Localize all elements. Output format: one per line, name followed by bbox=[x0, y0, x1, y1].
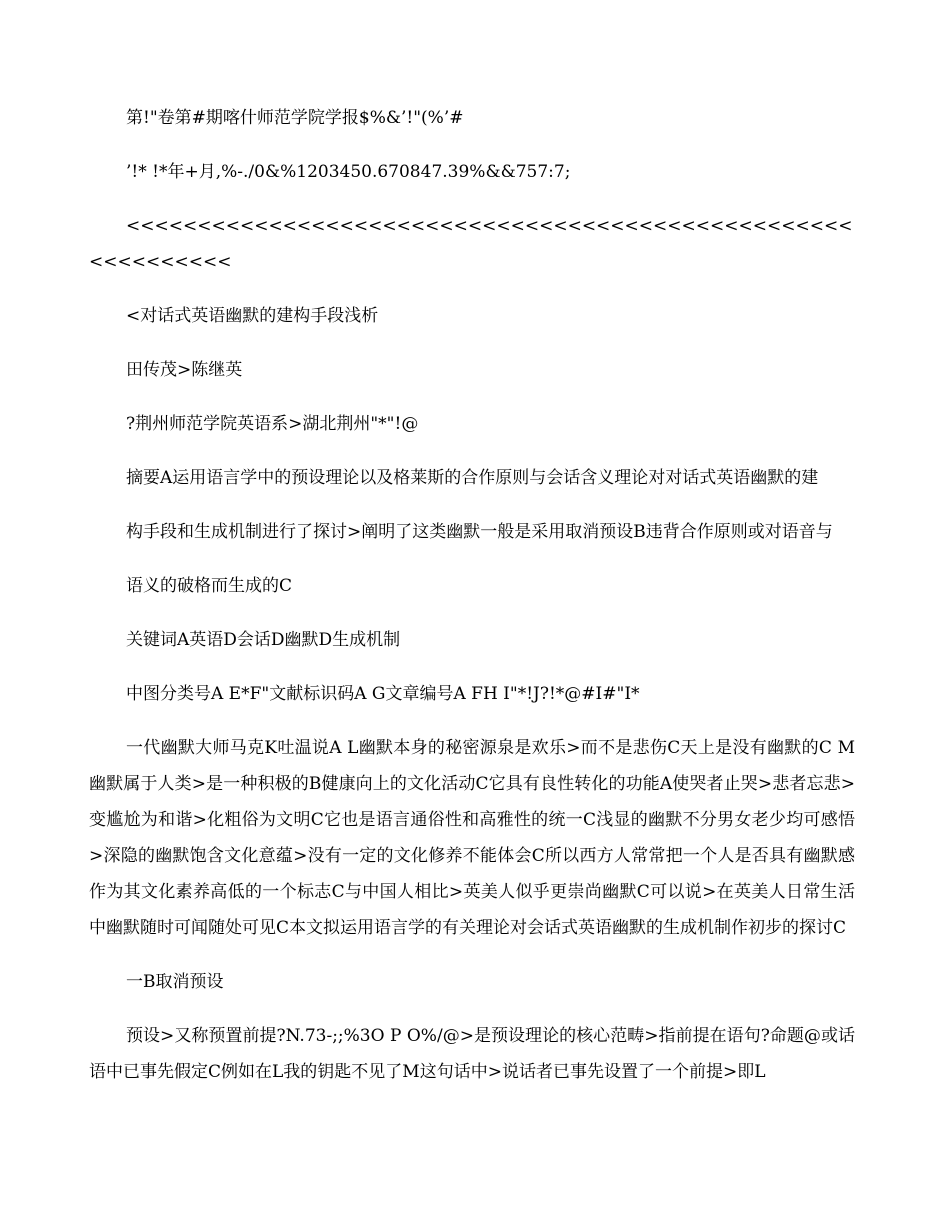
article-title: <对话式英语幽默的建构手段浅析 bbox=[126, 306, 379, 326]
section-paragraph: 预设>又称预置前提?N.73-;;%3O P O%/@>是预设理论的核心范畴>指前提在语句?命题@或话语中已事先假定C例如在L我的钥匙不见了M这句话中>说话者已事先设置了一个前提>即L bbox=[89, 1026, 855, 1082]
journal-header-line: 第!"卷第#期喀什师范学院学报$%&’!"(%’# bbox=[126, 108, 464, 128]
section-heading: 一B取消预设 bbox=[126, 972, 224, 992]
separator-line: <<<<<<<<<<<<<<<<<<<<<<<<<<<<<<<<<<<<<<<<<<<<<<<<<<<<<<<<<<<<< bbox=[89, 216, 853, 272]
author-affiliation: ?荆州师范学院英语系>湖北荆州"*"!@ bbox=[126, 414, 419, 434]
intro-paragraph: 一代幽默大师马克K吐温说A L幽默本身的秘密源泉是欢乐>而不是悲伤C天上是没有幽默的C M幽默属于人类>是一种积极的B健康向上的文化活动C它具有良性转化的功能A使哭者止哭>悲者忘悲>变尴尬为和谐>化粗俗为文明C它也是语言通俗性和高雅性的统一C浅显的幽默不分男女老少均可感悟>深隐的幽默饱含文化意蕴>没有一定的文化修养不能体会C所以西方人常常把一个人是否具有幽默感作为其文化素养高低的一个标志C与中国人相比>英美人似乎更崇尚幽默C可以说>在英美人日常生活中幽默随时可闻随处可见C本文拟运用语言学的有关理论对会话式英语幽默的生成机制作初步的探讨C bbox=[89, 738, 855, 938]
article-authors: 田传茂>陈继英 bbox=[126, 360, 243, 380]
abstract-part-1: 摘要A运用语言学中的预设理论以及格莱斯的合作原则与会话含义理论对对话式英语幽默的建 bbox=[126, 468, 819, 488]
abstract-part-3: 语义的破格而生成的C bbox=[126, 576, 293, 596]
keywords-line: 关键词A英语D会话D幽默D生成机制 bbox=[126, 630, 401, 650]
abstract-part-2: 构手段和生成机制进行了探讨>阐明了这类幽默一般是采用取消预设B违背合作原则或对语音与 bbox=[126, 522, 833, 542]
journal-issue-line: ’!* !*年+月,%-./0&%1203450.670847.39%&&757:7; bbox=[126, 162, 571, 182]
classification-line: 中图分类号A E*F"文献标识码A G文章编号A FH I"*!J?!*@#I#"I* bbox=[126, 684, 640, 704]
